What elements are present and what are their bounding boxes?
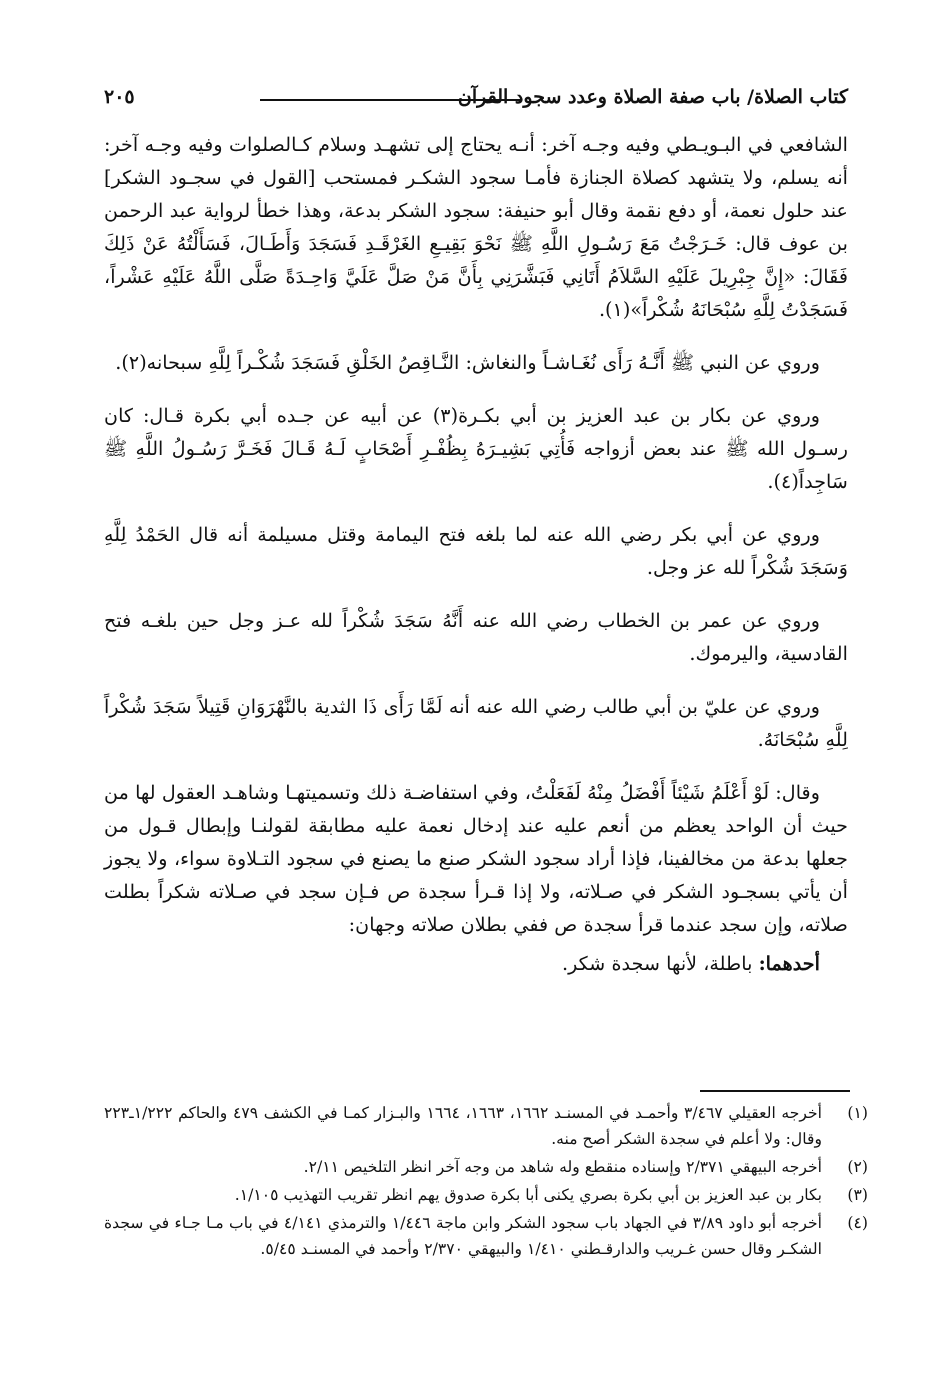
chapter-title: كتاب الصلاة/ باب صفة الصلاة وعدد سجود القرآن: [457, 86, 848, 108]
footnote-text: أخرجه العقيلي ٣/٤٦٧ وأحمـد في المسنـد ١٦٦٢، ١٦٦٣، ١٦٦٤ والبـزار كمـا في الكشف ٤٧٩ والحاكم ١/٢٢٢ـ٢٢٣ وقال: ولا أعلم في سجدة الشكر أصح منه.: [104, 1104, 822, 1148]
main-text: [104, 128, 848, 980]
footnote: [104, 1210, 868, 1262]
header-rule: [260, 99, 522, 101]
paragraph: وروي عن بكار بن عبد العزيز بن أبي بكـرة(٣) عن أبيه عن جـده أبي بكرة قـال: كان رسـول الله ﷺ عند بعض أزواجه فَأُتِي بَشِيـرَهُ بِظُفْـرِ أَصْحَابٍ لَـهُ قَـالَ فَخَـرَّ رَسُـولُ اللَّهِ ﷺ سَاجِداً(٤).: [104, 404, 848, 493]
footnote-number: (١): [847, 1104, 868, 1122]
paragraph: وروي عن أبي بكر رضي الله عنه لما بلغه فتح اليمامة وقتل مسيلمة أنه قال الحَمْدُ لِلَّهِ وَسَجَدَ شُكْراً لله عز وجل.: [104, 523, 848, 579]
page-number: ٢٠٥: [104, 86, 135, 108]
bold-label: أحدهما:: [758, 952, 820, 975]
footnote: [104, 1182, 868, 1208]
footnote-text: بكار بن عبد العزيز بن أبي بكرة بصري يكنى أبا بكرة صدوق يهم انظر تقريب التهذيب ١/١٠٥.: [234, 1186, 822, 1204]
last-line-text: باطلة، لأنها سجدة شكر.: [561, 952, 759, 975]
paragraph: الشافعي في البـويـطي وفيه وجـه آخر: أنـه يحتاج إلى تشهـد وسلام كـالصلوات وفيه وجـه آخر: أنه يسلم، ولا يتشهد كصلاة الجنازة فأمـا سجود الشكـر فمستحب [القول في سجـود الشكر] عند حلول نعمة، أو دفع نقمة وقال أبو حنيفة: سجود الشكر بدعة، وهذا خطأ لرواية عبد الرحمن بن عوف قال: خَـرَجْتُ مَعَ رَسُـولِ اللَّهِ ﷺ نَحْوَ بَقِيـعِ الغَرْقَـدِ فَسَجَدَ وَأَطَـالَ، فَسَأَلْتُهُ عَنْ ذَلِكَ فَقَالَ: «إِنَّ جِبْرِيلَ عَلَيْهِ السَّلاَمُ أَتَانِي فَبَشَّرَنِي بِأَنَّ مَنْ صَلَّ عَلَيَّ وَاحِـدَةً صَلَّى اللَّهُ عَلَيْهِ عَشْراً، فَسَجَدْتُ لِلَّهِ سُبْحَانَهُ شُكْراً»(١).: [104, 133, 848, 321]
paragraph: وروي عن النبي ﷺ أَنَّـهُ رَأَى نُغَـاشـاً والنغاش: النَّـاقِصُ الخَلْقِ فَسَجَدَ شُكْـراً لِلَّهِ سبحانه(٢).: [115, 351, 820, 374]
footnote-text: أخرجه أبو داود ٣/٨٩ في الجهاد باب سجود الشكر وابن ماجة ١/٤٤٦ والترمذي ٤/١٤١ في باب مـا جـاء في سجدة الشكـر وقال حسن غـريب والدارقـطني ١/٤١٠ والبيهقي ٢/٣٧٠ وأحمد في المسنـد ٥/٤٥.: [104, 1214, 822, 1258]
paragraph: وقال: لَوْ أَعْلَمُ شَيْئاً أَفْضَلُ مِنْهُ لَفَعَلْتُ، وفي استفاضـة ذلك وتسميتهـا وشاهـد العقول لها من حيث أن الواحد يعظم من أنعم عليه عند إدخال نعمة عليه مطابقة لقولنـا وإبطال قـول من جعلها بدعة من مخالفينا، فإذا أراد سجود الشكر صنع ما يصنع في سجود التـلاوة سواء، ولا يجوز أن يأتي بسجـود الشكر في صـلاته، ولا إذا قـرأ سجدة ص فـإن سجد في صـلاته شكراً بطلت صلاته، وإن سجد عندما قرأ سجدة ص ففي بطلان صلاته وجهان:: [104, 781, 848, 936]
footnote-number: (٢): [847, 1158, 868, 1176]
running-header: [104, 86, 848, 114]
footnotes: [104, 1100, 868, 1264]
footnote-number: (٤): [847, 1214, 868, 1232]
footnote: [104, 1100, 868, 1152]
paragraph: وروي عن عمر بن الخطاب رضي الله عنه أَنَّهُ سَجَدَ شُكْراً لله عـز وجل حين بلغـه فتح القادسية، واليرموك.: [104, 609, 848, 665]
paragraph: وروي عن عليّ بن أبي طالب رضي الله عنه أنه لَمَّا رَأَى ذَا الثدية بالنَّهْرَوَانِ قَتِيلاً سَجَدَ شُكْراً لِلَّهِ سُبْحَانَهُ.: [104, 695, 848, 751]
footnote-separator: [700, 1090, 850, 1092]
footnote-text: أخرجه البيهقي ٢/٣٧١ وإسناده منقطع وله شاهد من وجه آخر انظر التلخيص ٢/١١.: [303, 1158, 822, 1176]
paragraph-last: [104, 947, 848, 980]
footnote-number: (٣): [847, 1186, 868, 1204]
footnote: [104, 1154, 868, 1180]
